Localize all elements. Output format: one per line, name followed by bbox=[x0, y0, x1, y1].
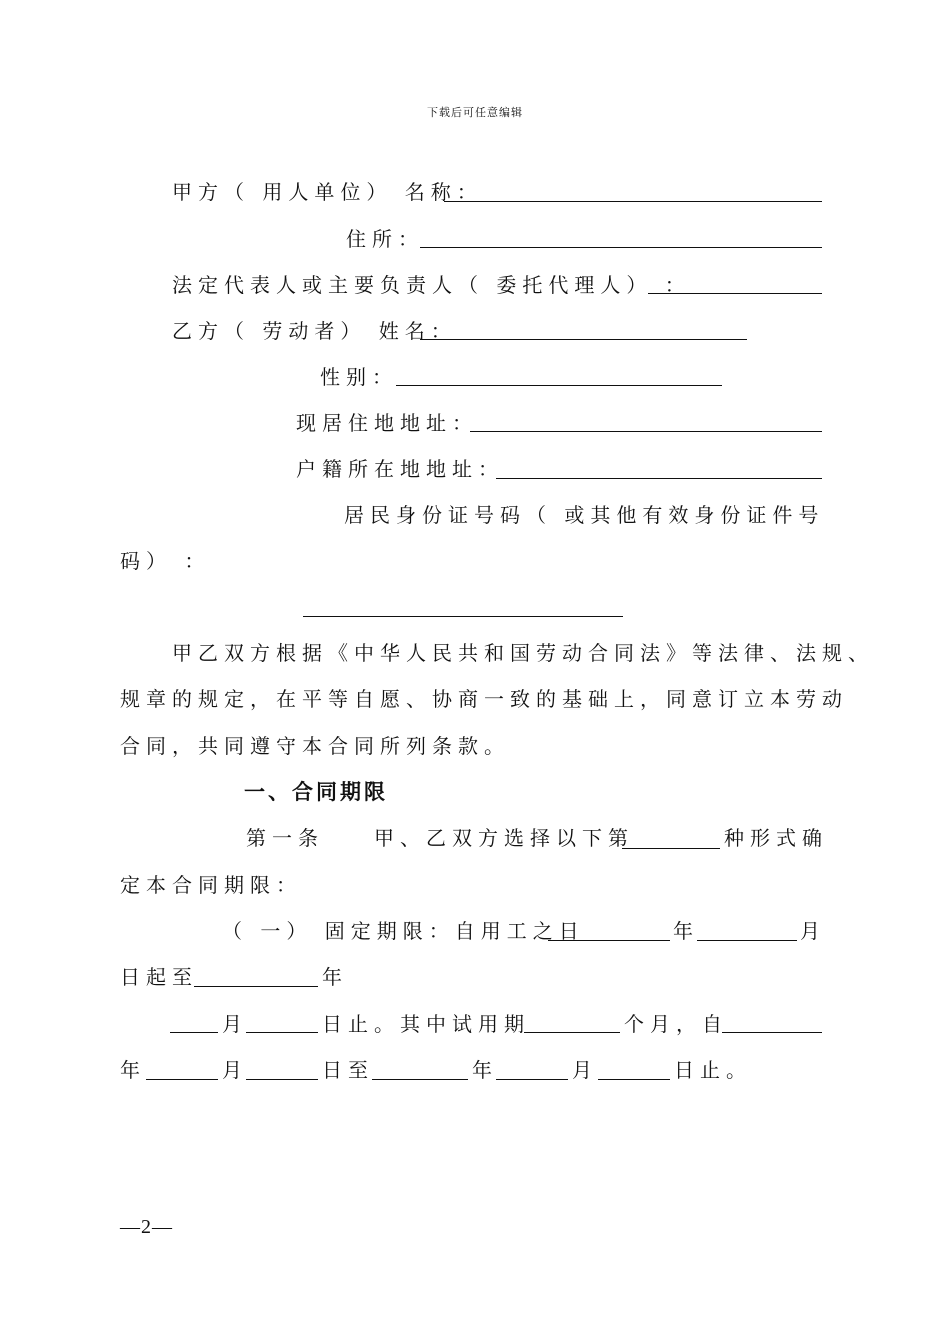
fixed-line2-text: 日起至 bbox=[120, 965, 198, 989]
fixed-line4-year2: 年 bbox=[472, 1058, 498, 1082]
page-number: —2— bbox=[120, 1216, 173, 1238]
probation-end-year-blank[interactable] bbox=[372, 1079, 468, 1080]
article-1-form-blank[interactable] bbox=[622, 848, 720, 849]
fixed-line4-month2: 月 bbox=[572, 1058, 598, 1082]
article-1-text-a: 甲、乙双方选择以下第 bbox=[374, 826, 634, 850]
header-note: 下载后可任意编辑 bbox=[427, 106, 523, 119]
party-a-name-label: 甲方（ 用人单位） 名称： bbox=[172, 180, 483, 204]
party-a-name-blank[interactable] bbox=[444, 201, 822, 202]
probation-start-year-blank[interactable] bbox=[722, 1032, 822, 1033]
fixed-end-year-blank[interactable] bbox=[194, 986, 318, 987]
probation-end-day-blank[interactable] bbox=[598, 1079, 670, 1080]
article-1-line-2: 定本合同期限： bbox=[120, 873, 302, 897]
fixed-term-label: （ 一） 固定期限：自用工之日 bbox=[222, 919, 585, 943]
fixed-line2-year: 年 bbox=[322, 965, 348, 989]
fixed-line4-day-to: 日至 bbox=[322, 1058, 374, 1082]
fixed-end-day-blank[interactable] bbox=[246, 1032, 318, 1033]
article-1-text-b: 种形式确 bbox=[724, 826, 828, 850]
probation-start-day-blank[interactable] bbox=[246, 1079, 318, 1080]
party-b-hukou-blank[interactable] bbox=[496, 478, 822, 479]
preamble-line-3: 合同，共同遵守本合同所列条款。 bbox=[120, 734, 510, 758]
fixed-line3-month: 月 bbox=[222, 1012, 248, 1036]
fixed-line3-text2: 个月，自 bbox=[624, 1012, 728, 1036]
party-b-id-label-line1: 居民身份证号码（ 或其他有效身份证件号 bbox=[344, 503, 825, 527]
fixed-start-year-blank[interactable] bbox=[548, 940, 670, 941]
fixed-line3-text: 日止。其中试用期 bbox=[322, 1012, 530, 1036]
party-b-id-label-line2: 码） ： bbox=[120, 549, 211, 573]
probation-start-month-blank[interactable] bbox=[146, 1079, 218, 1080]
party-a-rep-blank[interactable] bbox=[648, 293, 822, 294]
party-b-gender-blank[interactable] bbox=[396, 385, 722, 386]
fixed-year-label: 年 bbox=[673, 919, 699, 943]
fixed-line4-month: 月 bbox=[222, 1058, 248, 1082]
section-1-title: 一、合同期限 bbox=[244, 780, 388, 804]
fixed-end-month-blank[interactable] bbox=[170, 1032, 218, 1033]
party-a-address-blank[interactable] bbox=[420, 247, 822, 248]
preamble-line-2: 规章的规定，在平等自愿、协商一致的基础上，同意订立本劳动 bbox=[120, 687, 848, 711]
party-b-id-blank[interactable] bbox=[303, 616, 623, 617]
fixed-line4-end: 日止。 bbox=[674, 1058, 752, 1082]
party-b-name-label: 乙方（ 劳动者） 姓名： bbox=[172, 319, 457, 343]
fixed-start-month-blank[interactable] bbox=[697, 940, 797, 941]
fixed-line4-year: 年 bbox=[120, 1058, 146, 1082]
preamble-line-1: 甲乙双方根据《中华人民共和国劳动合同法》等法律、法规、 bbox=[172, 641, 874, 665]
party-b-name-blank[interactable] bbox=[420, 339, 747, 340]
party-b-gender-label: 性别： bbox=[320, 365, 398, 389]
party-b-hukou-label: 户籍所在地地址： bbox=[296, 457, 504, 481]
party-b-residence-blank[interactable] bbox=[470, 431, 822, 432]
fixed-month-label: 月 bbox=[800, 919, 826, 943]
party-a-rep-label: 法定代表人或主要负责人（ 委托代理人） ： bbox=[172, 273, 691, 297]
article-1-lead: 第一条 bbox=[246, 826, 324, 850]
probation-end-month-blank[interactable] bbox=[496, 1079, 568, 1080]
party-b-residence-label: 现居住地地址： bbox=[296, 411, 478, 435]
party-a-address-label: 住所： bbox=[346, 227, 424, 251]
probation-months-blank[interactable] bbox=[524, 1032, 620, 1033]
